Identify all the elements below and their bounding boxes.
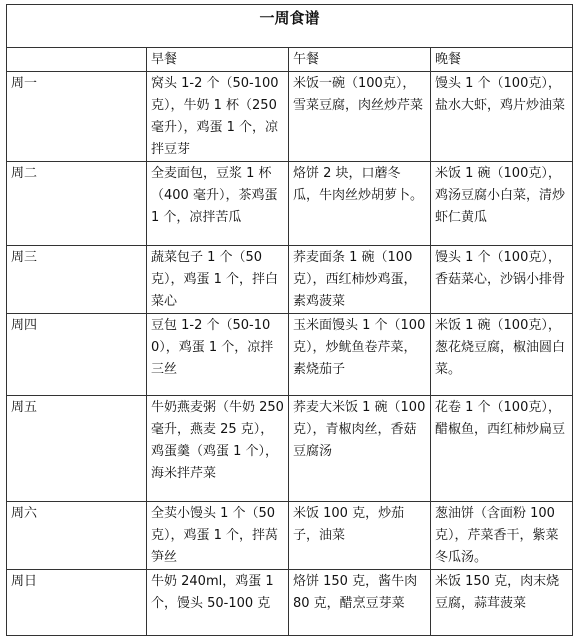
- lunch-cell: 米饭 100 克，炒茄子，油菜: [289, 502, 431, 570]
- breakfast-cell: 窝头 1-2 个（50-100 克），牛奶 1 杯（250 毫升），鸡蛋 1 个，凉拌豆芽: [147, 72, 289, 162]
- header-breakfast: 早餐: [147, 48, 289, 72]
- dinner-cell: 米饭 1 碗（100克），鸡汤豆腐小白菜，清炒虾仁黄瓜: [431, 162, 573, 246]
- table-row: [7, 246, 573, 314]
- table-title: 一周食谱: [7, 5, 573, 48]
- lunch-cell: 荞麦大米饭 1 碗（100 克），青椒肉丝，香菇豆腐汤: [289, 396, 431, 502]
- day-cell: 周四: [7, 314, 147, 396]
- dinner-cell: 葱油饼（含面粉 100 克），芹菜香干，紫菜冬瓜汤。: [431, 502, 573, 570]
- dinner-cell: 馒头 1 个（100克），香菇菜心，沙锅小排骨: [431, 246, 573, 314]
- dinner-cell: 花卷 1 个（100克），醋椒鱼，西红柿炒扁豆: [431, 396, 573, 502]
- breakfast-cell: 全麦面包，豆浆 1 杯（400 毫升），茶鸡蛋 1 个，凉拌苦瓜: [147, 162, 289, 246]
- lunch-cell: 荞麦面条 1 碗（100 克），西红柿炒鸡蛋，素鸡菠菜: [289, 246, 431, 314]
- table-row: [7, 314, 573, 396]
- header-row: [7, 48, 573, 72]
- table-row: [7, 502, 573, 570]
- day-cell: 周日: [7, 570, 147, 636]
- day-cell: 周三: [7, 246, 147, 314]
- table-row: [7, 162, 573, 246]
- lunch-cell: 玉米面馒头 1 个（100 克），炒鱿鱼卷芹菜，素烧茄子: [289, 314, 431, 396]
- dinner-cell: 馒头 1 个（100克），盐水大虾，鸡片炒油菜: [431, 72, 573, 162]
- breakfast-cell: 蔬菜包子 1 个（50克），鸡蛋 1 个，拌白菜心: [147, 246, 289, 314]
- header-dinner: 晚餐: [431, 48, 573, 72]
- breakfast-cell: 全荬小馒头 1 个（50 克），鸡蛋 1 个，拌莴笋丝: [147, 502, 289, 570]
- day-cell: 周五: [7, 396, 147, 502]
- table-row: [7, 570, 573, 636]
- breakfast-cell: 豆包 1-2 个（50-100），鸡蛋 1 个，凉拌三丝: [147, 314, 289, 396]
- lunch-cell: 烙饼 2 块，口蘑冬瓜，牛肉丝炒胡萝卜。: [289, 162, 431, 246]
- dinner-cell: 米饭 1 碗（100克），葱花烧豆腐，椒油圆白菜。: [431, 314, 573, 396]
- breakfast-cell: 牛奶 240ml，鸡蛋 1 个，馒头 50-100 克: [147, 570, 289, 636]
- title-row: [7, 5, 573, 48]
- table-row: [7, 72, 573, 162]
- day-cell: 周一: [7, 72, 147, 162]
- day-cell: 周二: [7, 162, 147, 246]
- day-cell: 周六: [7, 502, 147, 570]
- header-lunch: 午餐: [289, 48, 431, 72]
- weekly-menu-table: [6, 4, 573, 636]
- breakfast-cell: 牛奶燕麦粥（牛奶 250 毫升，燕麦 25 克），鸡蛋羹（鸡蛋 1 个），海米拌芹菜: [147, 396, 289, 502]
- header-day: [7, 48, 147, 72]
- dinner-cell: 米饭 150 克，肉末烧豆腐，蒜茸菠菜: [431, 570, 573, 636]
- lunch-cell: 米饭一碗（100克），雪菜豆腐，肉丝炒芹菜: [289, 72, 431, 162]
- lunch-cell: 烙饼 150 克，酱牛肉 80 克，醋烹豆芽菜: [289, 570, 431, 636]
- table-row: [7, 396, 573, 502]
